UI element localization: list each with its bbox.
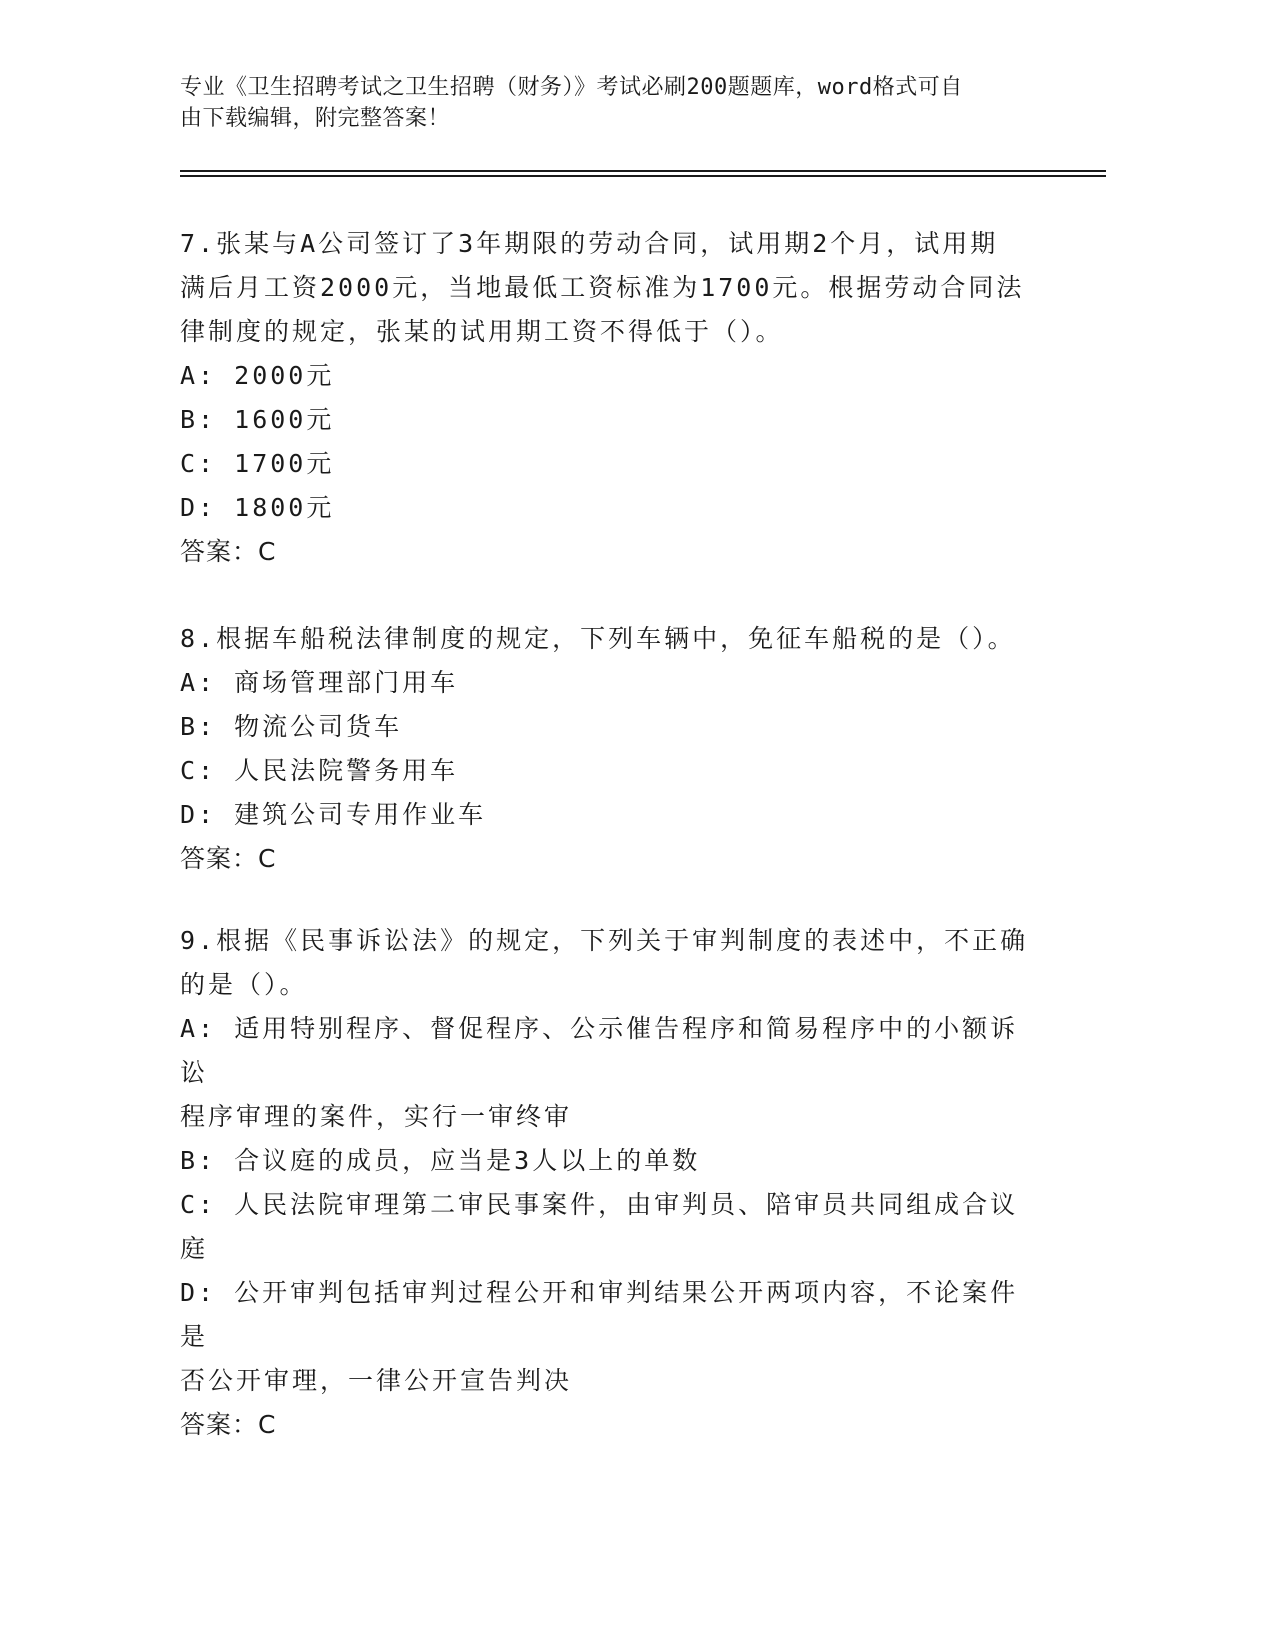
question-8 bbox=[180, 617, 1040, 881]
question-stem-line: 7.张某与A公司签订了3年期限的劳动合同，试用期2个月，试用期 bbox=[180, 229, 999, 258]
option-a-continued: 程序审理的案件，实行一审终审 bbox=[180, 1102, 573, 1131]
option-d: D: 建筑公司专用作业车 bbox=[180, 800, 487, 829]
question-stem-line: 9.根据《民事诉讼法》的规定，下列关于审判制度的表述中，不正确 bbox=[180, 926, 1029, 955]
option-a: A: 适用特别程序、督促程序、公示催告程序和简易程序中的小额诉讼 bbox=[180, 1014, 1019, 1087]
question-stem-line: 满后月工资2000元，当地最低工资标准为1700元。根据劳动合同法 bbox=[180, 273, 1025, 302]
question-9 bbox=[180, 919, 1040, 1447]
question-stem-line: 律制度的规定，张某的试用期工资不得低于（）。 bbox=[180, 317, 784, 346]
option-b: B: 合议庭的成员，应当是3人以上的单数 bbox=[180, 1146, 701, 1175]
answer-line: 答案：C bbox=[180, 844, 277, 873]
option-c: C: 1700元 bbox=[180, 449, 335, 478]
header-line-2: 由下载编辑，附完整答案！ bbox=[180, 106, 451, 131]
option-b: B: 1600元 bbox=[180, 405, 335, 434]
document-header bbox=[180, 72, 1040, 134]
option-d: D: 公开审判包括审判过程公开和审判结果公开两项内容，不论案件是 bbox=[180, 1278, 1019, 1351]
answer-line: 答案：C bbox=[180, 1410, 277, 1439]
option-c: C: 人民法院警务用车 bbox=[180, 756, 459, 785]
question-stem-line: 8.根据车船税法律制度的规定，下列车辆中，免征车船税的是（）。 bbox=[180, 624, 1016, 653]
option-a: A: 商场管理部门用车 bbox=[180, 668, 459, 697]
question-7 bbox=[180, 222, 1040, 574]
question-stem-line: 的是（）。 bbox=[180, 970, 308, 999]
option-c: C: 人民法院审理第二审民事案件，由审判员、陪审员共同组成合议庭 bbox=[180, 1190, 1019, 1263]
header-divider-top bbox=[180, 170, 1106, 172]
answer-line: 答案：C bbox=[180, 537, 277, 566]
header-divider-bottom bbox=[180, 175, 1106, 177]
header-line-1: 专业《卫生招聘考试之卫生招聘（财务）》考试必刷200题题库，word格式可自 bbox=[180, 75, 963, 100]
option-a: A: 2000元 bbox=[180, 361, 335, 390]
option-b: B: 物流公司货车 bbox=[180, 712, 403, 741]
option-d-continued: 否公开审理，一律公开宣告判决 bbox=[180, 1366, 573, 1395]
option-d: D: 1800元 bbox=[180, 493, 335, 522]
